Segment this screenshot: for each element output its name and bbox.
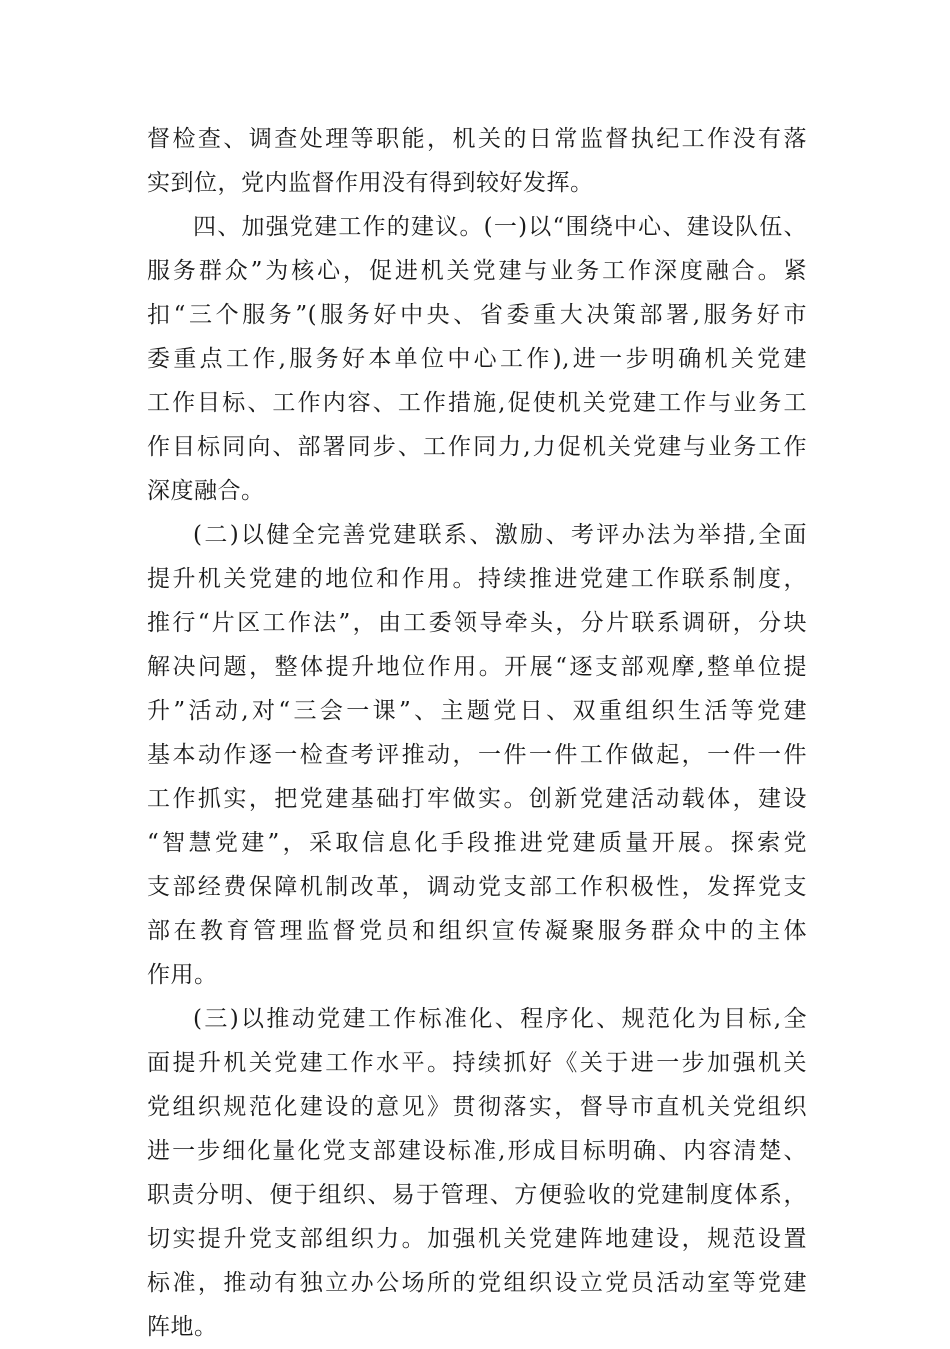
text-line: 升”活动,对“三会一课”、主题党日、双重组织生活等党建 xyxy=(147,698,807,724)
text-line: 深度融合。 xyxy=(147,478,265,504)
text-line: “智慧党建”，采取信息化手段推进党建质量开展。探索党 xyxy=(147,830,807,856)
text-line: 党组织规范化建设的意见》贯彻落实，督导市直机关党组织 xyxy=(147,1094,807,1120)
text-line: (三)以推动党建工作标准化、程序化、规范化为目标,全 xyxy=(193,1006,807,1032)
text-line: 阵地。 xyxy=(147,1314,218,1340)
text-line: 服务群众”为核心，促进机关党建与业务工作深度融合。紧 xyxy=(147,258,807,284)
text-line: 推行“片区工作法”，由工委领导牵头，分片联系调研，分块 xyxy=(147,610,807,636)
text-line: 工作抓实，把党建基础打牢做实。创新党建活动载体，建设 xyxy=(147,786,807,812)
text-line: 扣“三个服务”(服务好中央、省委重大决策部署,服务好市 xyxy=(147,302,807,328)
text-line: 作目标同向、部署同步、工作同力,力促机关党建与业务工作 xyxy=(147,434,807,460)
text-line: 基本动作逐一检查考评推动，一件一件工作做起，一件一件 xyxy=(147,742,807,768)
text-line: 实到位，党内监督作用没有得到较好发挥。 xyxy=(147,170,594,196)
text-line: 委重点工作,服务好本单位中心工作),进一步明确机关党建 xyxy=(147,346,807,372)
text-line: 督检查、调查处理等职能，机关的日常监督执纪工作没有落 xyxy=(147,126,807,152)
text-line: 解决问题，整体提升地位作用。开展“逐支部观摩,整单位提 xyxy=(147,654,807,680)
text-line: 切实提升党支部组织力。加强机关党建阵地建设，规范设置 xyxy=(147,1226,807,1252)
text-line: 进一步细化量化党支部建设标准,形成目标明确、内容清楚、 xyxy=(147,1138,807,1164)
text-line: 工作目标、工作内容、工作措施,促使机关党建工作与业务工 xyxy=(147,390,807,416)
text-line: 职责分明、便于组织、易于管理、方便验收的党建制度体系， xyxy=(147,1182,807,1208)
text-line: 支部经费保障机制改革，调动党支部工作积极性，发挥党支 xyxy=(147,874,807,900)
text-line: 面提升机关党建工作水平。持续抓好《关于进一步加强机关 xyxy=(147,1050,807,1076)
document-body xyxy=(147,117,807,1349)
text-line: 部在教育管理监督党员和组织宣传凝聚服务群众中的主体 xyxy=(147,918,807,944)
text-line: 作用。 xyxy=(147,962,218,988)
text-line: 提升机关党建的地位和作用。持续推进党建工作联系制度， xyxy=(147,566,807,592)
text-line: 标准，推动有独立办公场所的党组织设立党员活动室等党建 xyxy=(147,1270,807,1296)
text-line: 四、加强党建工作的建议。(一)以“围绕中心、建设队伍、 xyxy=(193,214,807,240)
text-line: (二)以健全完善党建联系、激励、考评办法为举措,全面 xyxy=(193,522,807,548)
